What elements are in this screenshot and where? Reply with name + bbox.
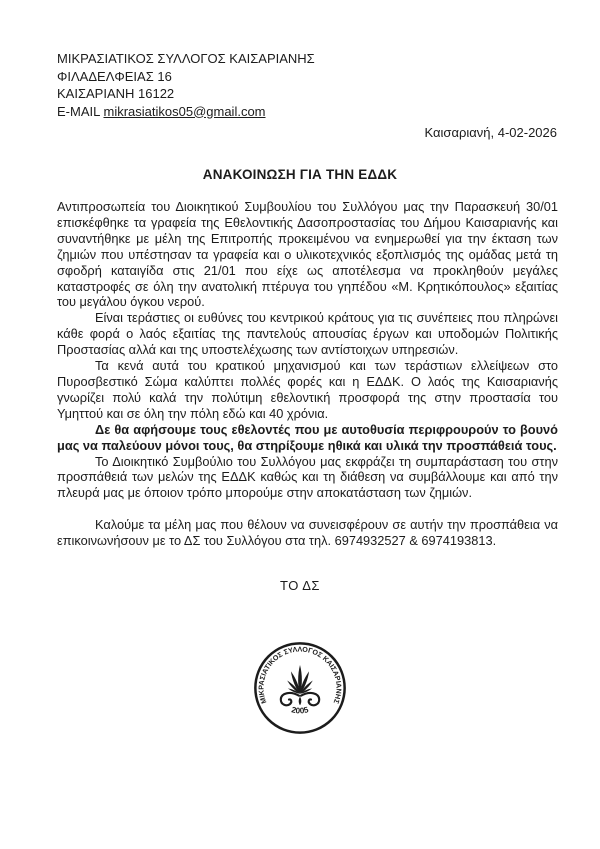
- palmette-ornament-icon: [281, 665, 319, 705]
- paragraph: Καλούμε τα μέλη μας που θέλουν να συνεισφέρουν σε αυτήν την προσπάθεια να επικοινωνήσουν με το ΔΣ του Συλλόγου στα τηλ. 6974932527 & 6974193813.: [57, 517, 558, 549]
- dateline: Καισαριανή, 4-02-2026: [424, 125, 557, 140]
- paragraph-emphasis: Δε θα αφήσουμε τους εθελοντές που με αυτοθυσία περιφρουρούν το βουνό μας να παλεύουν μόνοι τους, θα στηρίξουμε ηθικά και υλικά την προσπάθειά τους.: [57, 421, 558, 453]
- association-seal-stamp: [252, 640, 348, 736]
- email-row: [57, 103, 315, 121]
- svg-text:2005: [291, 705, 310, 715]
- paragraph: Τα κενά αυτά του κρατικού μηχανισμού και των τεράστιων ελλείψεων στο Πυροσβεστικό Σώμα καλύπτει πολλές φορές και η ΕΔΔΚ. Ο λαός της Καισαριανής γνωρίζει πολύ καλά την πολύτιμη εθελοντική προσφορά της στην προστασία του Υμηττού και σε όλη την πόλη εδώ και 40 χρόνια.: [57, 358, 558, 421]
- seal-ring-text: ΜΙΚΡΑΣΙΑΤΙΚΟΣ ΣΥΛΛΟΓΟΣ ΚΑΙΣΑΡΙΑΝΗΣ: [257, 645, 343, 705]
- org-name: ΜΙΚΡΑΣΙΑΤΙΚΟΣ ΣΥΛΛΟΓΟΣ ΚΑΙΣΑΡΙΑΝΗΣ: [57, 51, 315, 66]
- city-zip-line: ΚΑΙΣΑΡΙΑΝΗ 16122: [57, 86, 175, 101]
- letterhead: [57, 50, 315, 120]
- address-line: ΦΙΛΑΔΕΛΦΕΙΑΣ 16: [57, 68, 172, 84]
- letter-body: [57, 199, 558, 549]
- page-title: ΑΝΑΚΟΙΝΩΣΗ ΓΙΑ ΤΗΝ ΕΔΔΚ: [202, 167, 398, 182]
- paragraph: Αντιπροσωπεία του Διοικητικού Συμβουλίου του Συλλόγου μας την Παρασκευή 30/01 επισκέφθηκε τα γραφεία της Εθελοντικής Δασοπροστασίας του Δήμου Καισαριανής και συναντήθηκε με μέλη της Επιτροπής προκειμένου να ενημερωθεί για την έκταση των ζημιών που υπέστησαν τα γραφεία και ο υλικοτεχνικός εξοπλισμός της ομάδας μετά τη σφοδρή καταιγίδα στις 21/01 που είχε ως αποτέλεσμα να προκληθούν μεγάλες καταστροφές σε όλη την ανατολική πτέρυγα του γηπέδου «Μ. Κρητικόπουλος» εξαιτίας του μεγάλου όγκου νερού.: [57, 199, 558, 310]
- seal-year: 2005: [290, 705, 310, 716]
- email-link[interactable]: mikrasiatikos05@gmail.com: [103, 103, 266, 119]
- signature-line: ΤΟ ΔΣ: [280, 578, 320, 593]
- email-label: E-MAIL: [57, 103, 104, 119]
- paragraph: Το Διοικητικό Συμβούλιο του Συλλόγου μας εκφράζει τη συμπαράσταση του στην προσπάθειά των μελών της ΕΔΔΚ καθώς και τη διάθεση να συμβάλλουμε και από την πλευρά μας με όποιον τρόπο μπορούμε στην αποκατάσταση των ζημιών.: [57, 453, 558, 501]
- paragraph: Είναι τεράστιες οι ευθύνες του κεντρικού κράτους για τις συνέπειες που πληρώνει κάθε φορά ο λαός εξαιτίας της παντελούς απουσίας έργων και υποδομών Πολιτικής Προστασίας αλλά και της υποστελέχωσης των αντίστοιχων υπηρεσιών.: [57, 310, 558, 358]
